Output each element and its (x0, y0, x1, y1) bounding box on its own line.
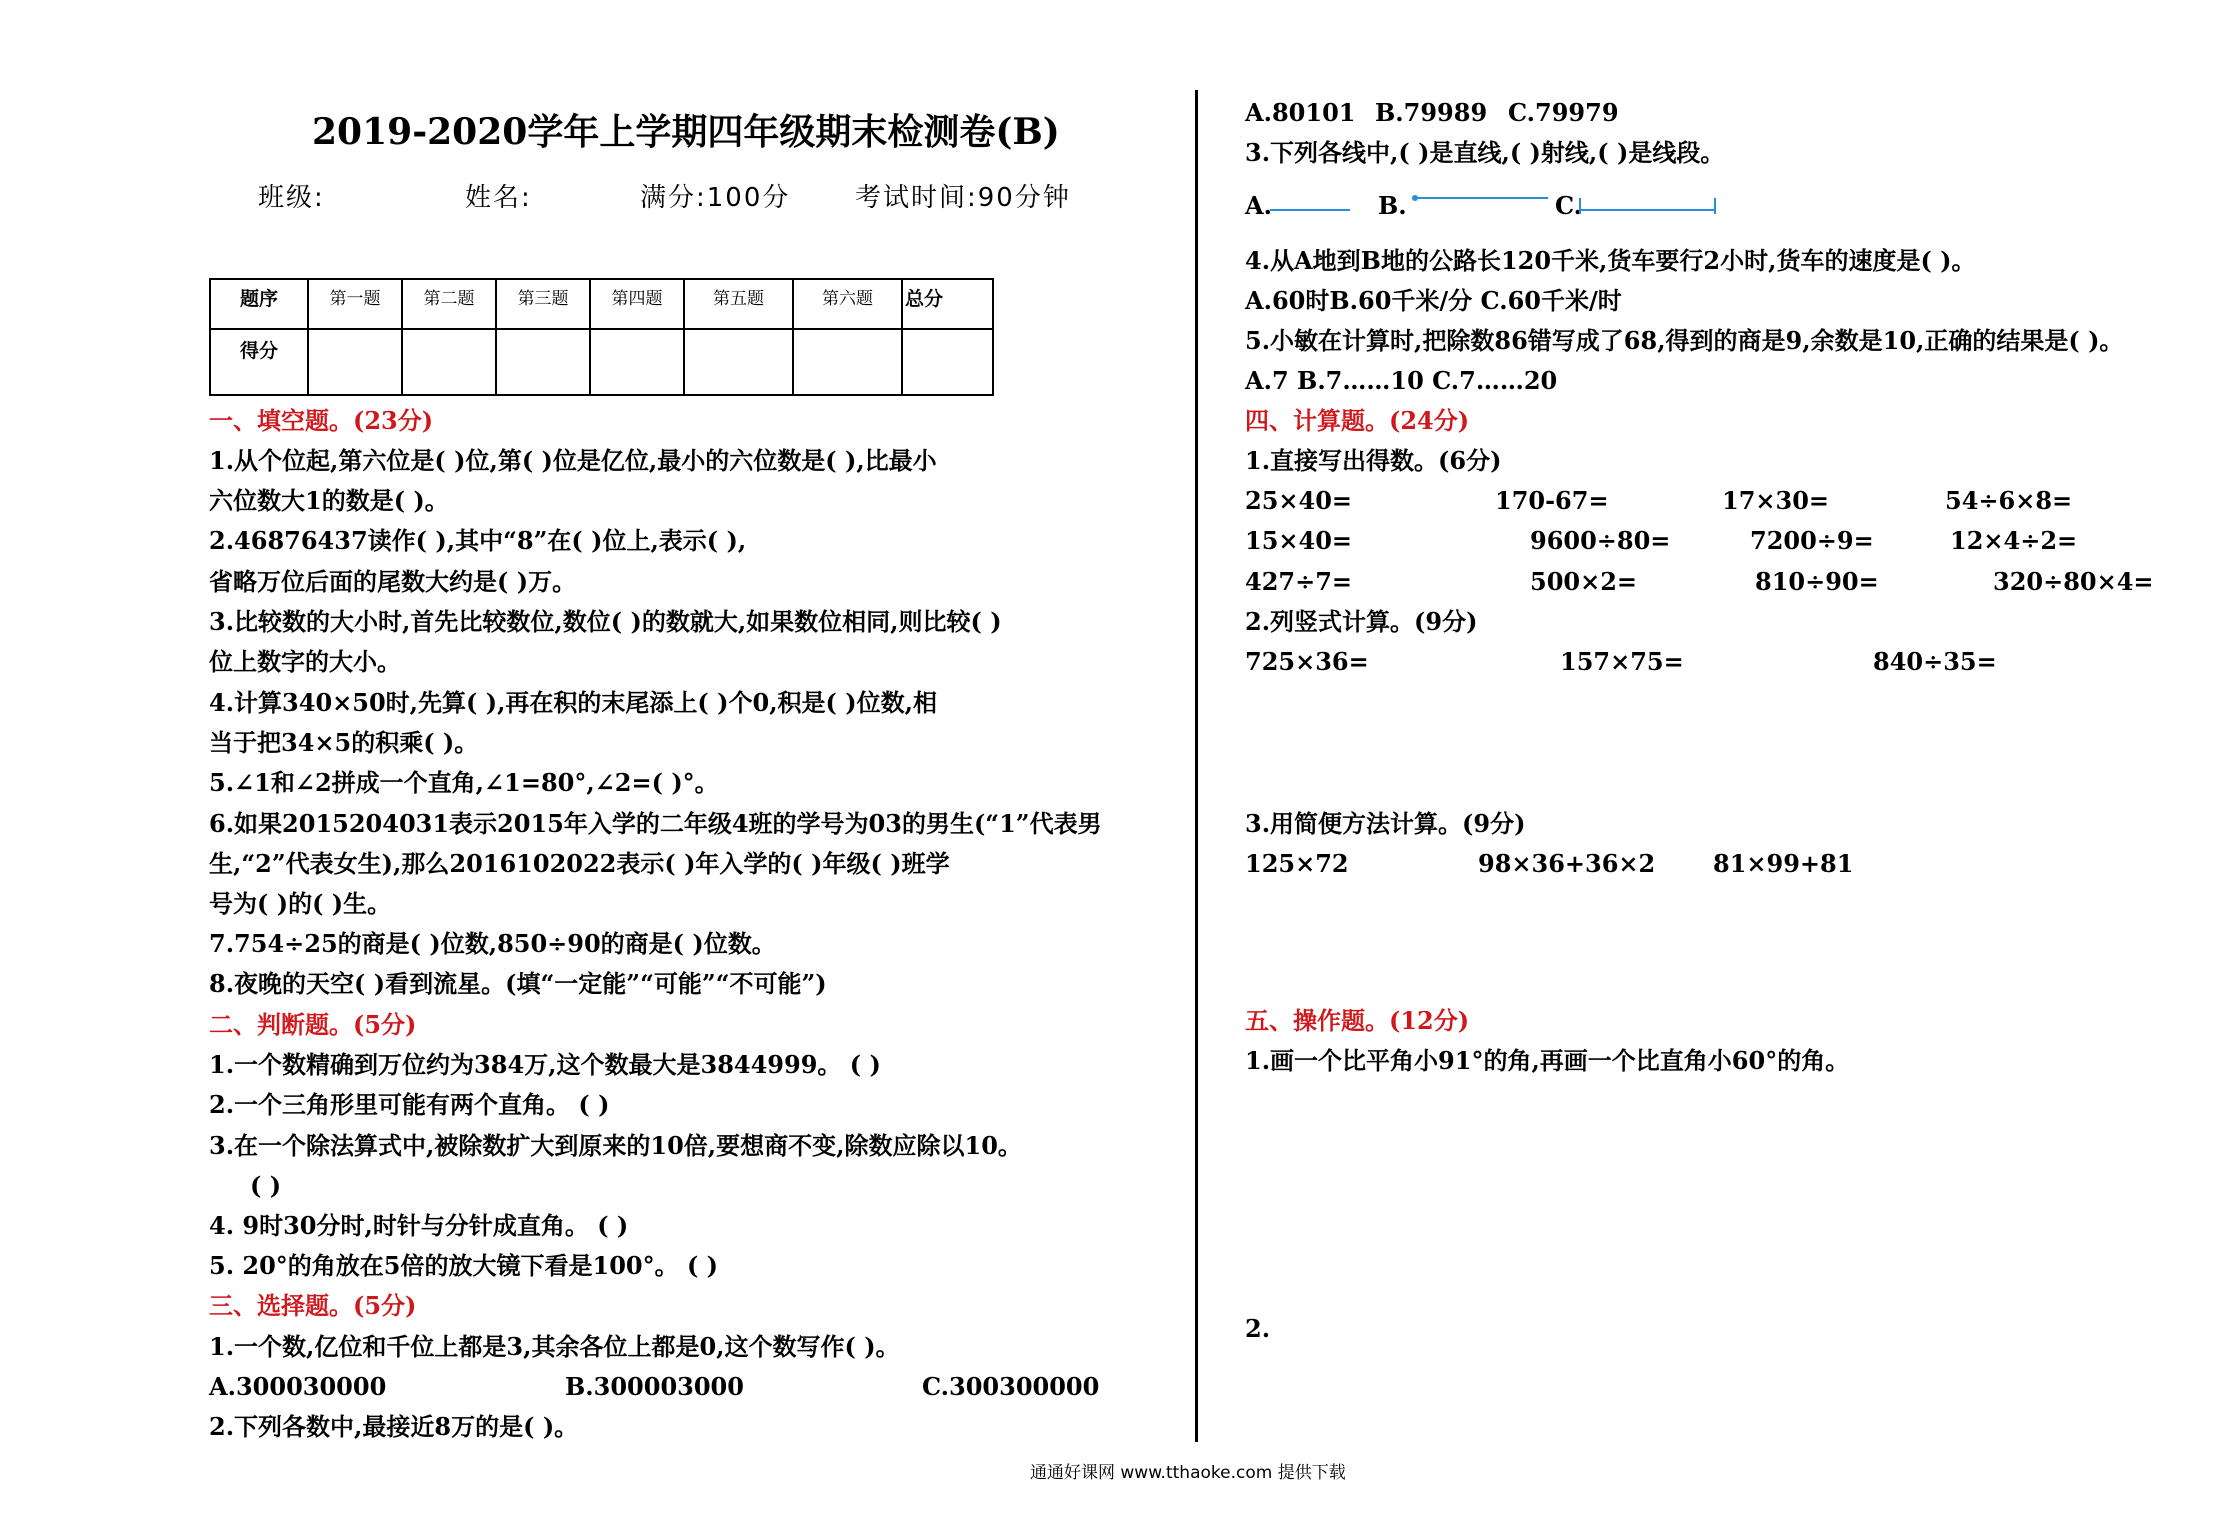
calc-item: 840÷35= (1873, 647, 1997, 676)
question-line: 当于把34×5的积乘( )。 (209, 728, 479, 757)
question-line: 号为( )的( )生。 (209, 889, 392, 918)
option-line: A.7 B.7……10 C.7……20 (1245, 366, 1558, 395)
calc-item: 725×36= (1245, 647, 1369, 676)
calc-item: 54÷6×8= (1945, 486, 2073, 515)
footer-credit: 通通好课网 www.tthaoke.com 提供下载 (1030, 1463, 1346, 1483)
option-c: C.300300000 (922, 1372, 1100, 1401)
question-line: 4.从A地到B地的公路长120千米,货车要行2小时,货车的速度是( )。 (1245, 246, 1976, 275)
section-heading-calculation: 四、计算题。(24分) (1245, 406, 1470, 435)
class-label: 班级: (258, 183, 325, 213)
score-cell[interactable] (308, 329, 402, 395)
calc-item: 7200÷9= (1750, 526, 1874, 555)
calc-item: 98×36+36×2 (1478, 849, 1656, 878)
calc-item: 15×40= (1245, 526, 1353, 555)
question-line: 位上数字的大小。 (209, 647, 401, 676)
option-line: A.60时B.60千米/分 C.60千米/时 (1245, 286, 1622, 315)
score-cell[interactable] (402, 329, 496, 395)
question-line: 六位数大1的数是( )。 (209, 486, 449, 515)
calc-item: 81×99+81 (1713, 849, 1854, 878)
section-heading-judgement: 二、判断题。(5分) (209, 1010, 417, 1039)
calc-item: 125×72 (1245, 849, 1349, 878)
question-line: 5. 20°的角放在5倍的放大镜下看是100°。 ( ) (209, 1251, 719, 1280)
score-header: 第五题 (684, 279, 793, 329)
calc-item: 427÷7= (1245, 567, 1353, 596)
calc-item: 12×4÷2= (1950, 526, 2078, 555)
score-header: 第一题 (308, 279, 402, 329)
line-figures (1240, 188, 1760, 228)
full-score-label: 满分:100分 (640, 183, 791, 213)
option-b: B.300003000 (565, 1372, 744, 1401)
question-line: 3.下列各线中,( )是直线,( )射线,( )是线段。 (1245, 138, 1725, 167)
option-a: A. (1245, 191, 1272, 220)
score-header: 第四题 (590, 279, 684, 329)
question-line: 1.从个位起,第六位是( )位,第( )位是亿位,最小的六位数是( ),比最小 (209, 446, 937, 475)
question-line: 2.46876437读作( ),其中“8”在( )位上,表示( ), (209, 526, 747, 555)
score-cell[interactable] (496, 329, 590, 395)
score-row-label: 得分 (210, 329, 308, 395)
score-table (209, 278, 994, 396)
calc-item: 320÷80×4= (1993, 567, 2154, 596)
section-heading-fill-in: 一、填空题。(23分) (209, 406, 434, 435)
score-cell[interactable] (793, 329, 902, 395)
option-c: C.79979 (1508, 98, 1619, 127)
question-line: 1.一个数,亿位和千位上都是3,其余各位上都是0,这个数写作( )。 (209, 1332, 900, 1361)
option-b: B. (1378, 191, 1407, 220)
score-header: 第三题 (496, 279, 590, 329)
column-divider (1195, 90, 1198, 1442)
exam-time-label: 考试时间:90分钟 (855, 183, 1071, 213)
subsection-title: 1.直接写出得数。(6分) (1245, 446, 1502, 475)
section-heading-choice: 三、选择题。(5分) (209, 1291, 417, 1320)
question-line: 生,“2”代表女生),那么2016102022表示( )年入学的( )年级( )班学 (209, 849, 950, 878)
question-line: 4.计算340×50时,先算( ),再在积的末尾添上( )个0,积是( )位数,相 (209, 688, 937, 717)
calc-item: 500×2= (1530, 567, 1638, 596)
section-heading-operation: 五、操作题。(12分) (1245, 1006, 1470, 1035)
calc-item: 9600÷80= (1530, 526, 1671, 555)
score-cell[interactable] (684, 329, 793, 395)
calc-item: 810÷90= (1755, 567, 1879, 596)
question-line: 1.画一个比平角小91°的角,再画一个比直角小60°的角。 (1245, 1046, 1850, 1075)
subsection-title: 2.列竖式计算。(9分) (1245, 607, 1478, 636)
question-line: 2. (1245, 1314, 1271, 1343)
subsection-title: 3.用简便方法计算。(9分) (1245, 809, 1526, 838)
question-line: 5.∠1和∠2拼成一个直角,∠1=80°,∠2=( )°。 (209, 768, 719, 797)
score-header: 第二题 (402, 279, 496, 329)
question-line: 4. 9时30分时,时针与分针成直角。 ( ) (209, 1211, 629, 1240)
calc-item: 25×40= (1245, 486, 1353, 515)
question-line: 3.在一个除法算式中,被除数扩大到原来的10倍,要想商不变,除数应除以10。 (209, 1131, 1022, 1160)
question-line: 1.一个数精确到万位约为384万,这个数最大是3844999。 ( ) (209, 1050, 881, 1079)
question-line: 8.夜晚的天空( )看到流星。(填“一定能”“可能”“不可能”) (209, 969, 827, 998)
question-line: 2.下列各数中,最接近8万的是( )。 (209, 1412, 579, 1441)
question-line: 2.一个三角形里可能有两个直角。 ( ) (209, 1090, 610, 1119)
score-header: 总分 (902, 279, 993, 329)
question-line: 6.如果2015204031表示2015年入学的二年级4班的学号为03的男生(“1”代表男 (209, 809, 1102, 838)
question-line: 5.小敏在计算时,把除数86错写成了68,得到的商是9,余数是10,正确的结果是( )。 (1245, 326, 2124, 355)
name-label: 姓名: (465, 183, 532, 213)
score-cell[interactable] (902, 329, 993, 395)
question-line: 7.754÷25的商是( )位数,850÷90的商是( )位数。 (209, 929, 776, 958)
page-title: 2019-2020学年上学期四年级期末检测卷(B) (312, 111, 1060, 153)
option-b: B.79989 (1375, 98, 1488, 127)
question-line: ( ) (250, 1171, 282, 1200)
score-cell[interactable] (590, 329, 684, 395)
option-c: C. (1555, 191, 1583, 220)
score-header: 第六题 (793, 279, 902, 329)
option-a: A.80101 (1245, 98, 1356, 127)
question-line: 3.比较数的大小时,首先比较数位,数位( )的数就大,如果数位相同,则比较( ) (209, 607, 1002, 636)
calc-item: 170-67= (1495, 486, 1609, 515)
option-a: A.300030000 (209, 1372, 387, 1401)
score-header: 题序 (210, 279, 308, 329)
calc-item: 157×75= (1560, 647, 1684, 676)
calc-item: 17×30= (1722, 486, 1830, 515)
question-line: 省略万位后面的尾数大约是( )万。 (209, 567, 577, 596)
